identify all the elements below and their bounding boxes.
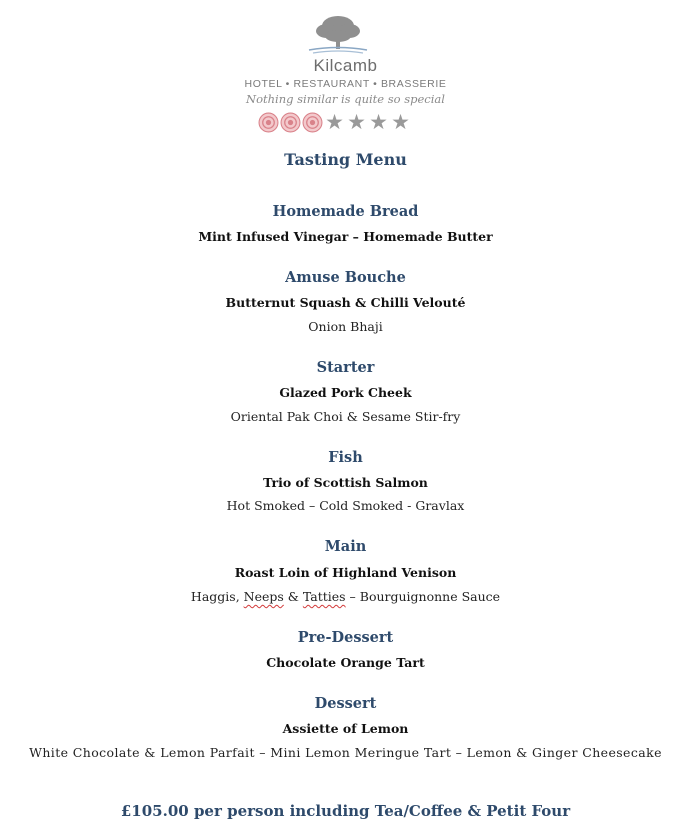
course-dish: Roast Loin of Highland Venison (234, 565, 457, 580)
logo-tagline: Nothing similar is quite so special (246, 92, 445, 106)
course-dish: Glazed Pork Cheek (279, 385, 412, 400)
course-dish: Trio of Scottish Salmon (263, 475, 428, 490)
course-side: White Chocolate & Lemon Parfait – Mini Lemon Meringue Tart – Lemon & Ginger Cheesecake (29, 745, 662, 760)
star-icon: ★ (325, 109, 344, 134)
course-side: Hot Smoked – Cold Smoked - Gravlax (226, 498, 465, 513)
course-side: Onion Bhaji (308, 319, 383, 334)
logo-name: Kilcamb (313, 56, 378, 75)
course-dish: Butternut Squash & Chilli Velouté (225, 295, 466, 310)
course-side: Oriental Pak Choi & Sesame Stir-fry (230, 409, 461, 424)
side-text: & (283, 589, 303, 604)
star-icon: ★ (347, 109, 366, 134)
course-heading: Homemade Bread (272, 203, 419, 220)
logo-subtitle: HOTEL • RESTAURANT • BRASSERIE (244, 78, 447, 90)
course-side (0, 589, 691, 604)
side-text: Neeps (243, 589, 284, 604)
rosette-icon (280, 112, 301, 133)
course-heading: Pre-Dessert (297, 629, 394, 646)
course-heading: Amuse Bouche (285, 269, 406, 286)
course-heading: Starter (316, 359, 375, 376)
course-dish: Assiette of Lemon (282, 721, 409, 736)
course-heading: Main (324, 538, 367, 555)
course-heading: Fish (328, 449, 363, 466)
tree-icon (303, 12, 373, 57)
course-heading: Dessert (314, 695, 377, 712)
ratings (258, 111, 418, 133)
side-text: Haggis, (190, 589, 244, 604)
course-dish: Chocolate Orange Tart (266, 655, 425, 670)
menu-price: £105.00 per person including Tea/Coffee & Petit Four (120, 802, 571, 820)
side-text: Tatties (302, 589, 346, 604)
rosette-icon (302, 112, 323, 133)
menu-title: Tasting Menu (284, 150, 407, 169)
star-icon: ★ (369, 109, 388, 134)
rosette-icon (258, 112, 279, 133)
star-icon: ★ (391, 109, 410, 134)
course-dish: Mint Infused Vinegar – Homemade Butter (198, 229, 493, 244)
side-text: – Bourguignonne Sauce (345, 589, 501, 604)
